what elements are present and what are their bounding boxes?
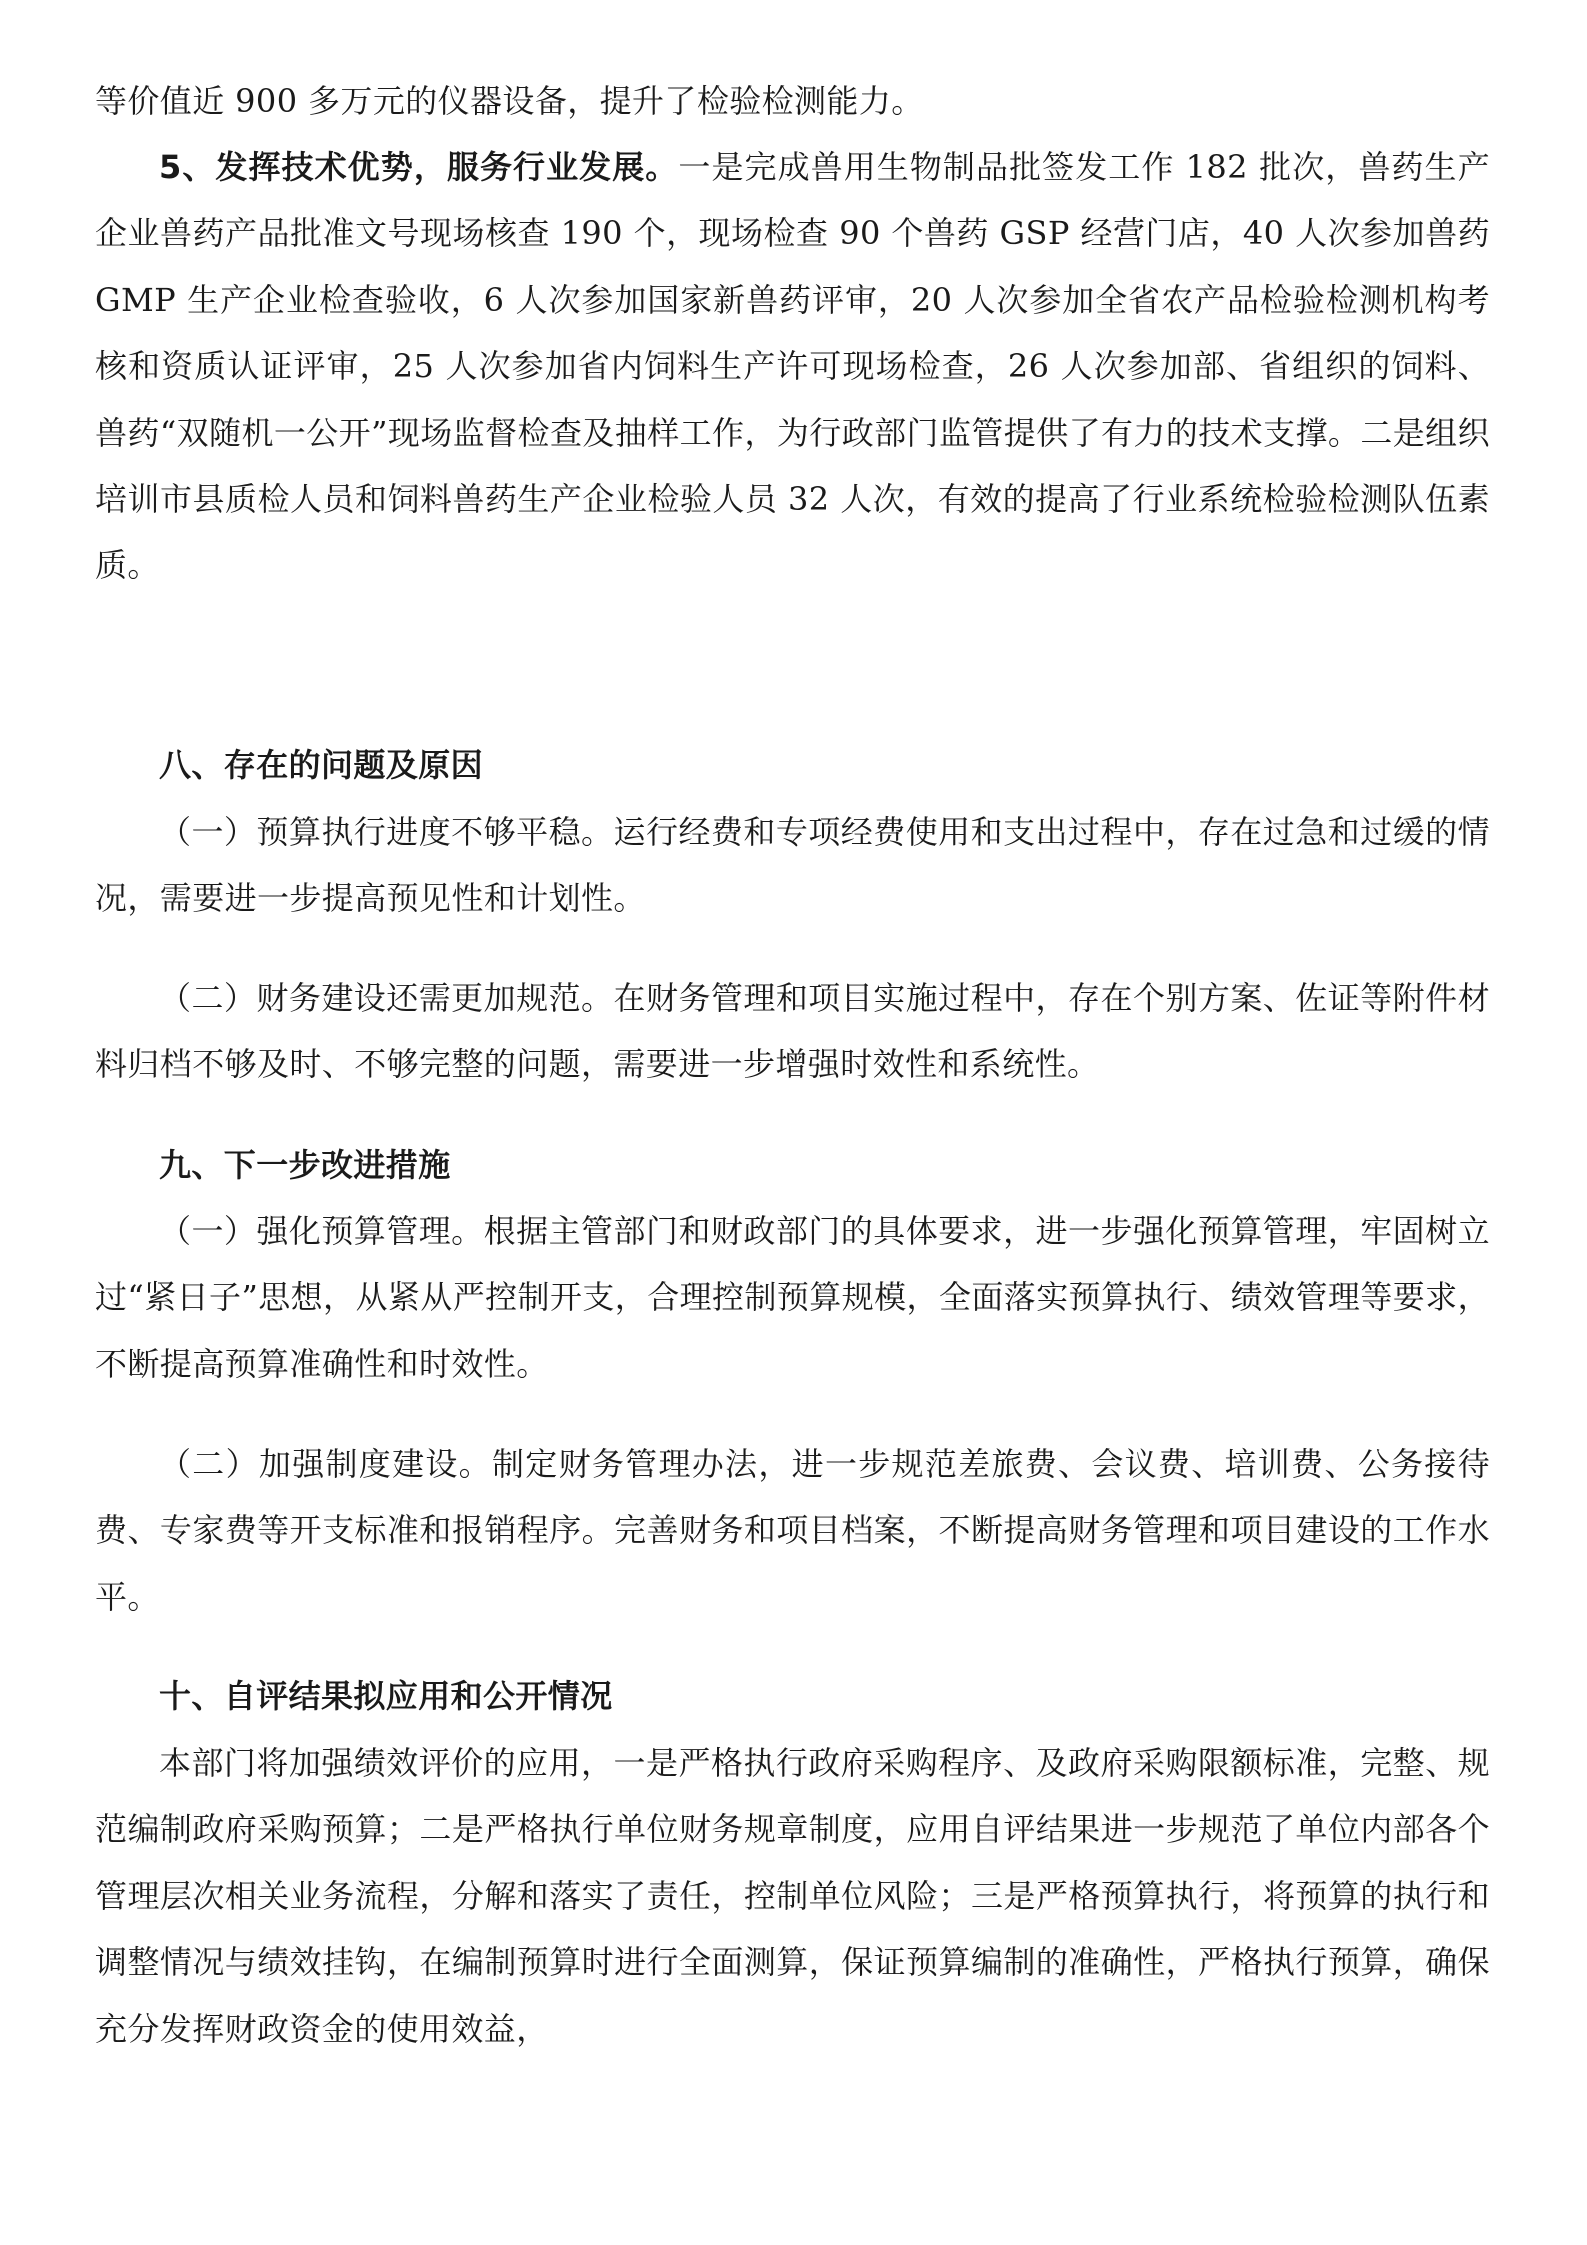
- section-8-paragraph-1: （一）预算执行进度不够平稳。运行经费和专项经费使用和支出过程中，存在过急和过缓的情况，需要进一步提高预见性和计划性。: [95, 813, 1490, 918]
- item-5-body: 一是完成兽用生物制品批签发工作 182 批次，兽药生产企业兽药产品批准文号现场核查 190 个，现场检查 90 个兽药 GSP 经营门店，40 人次参加兽药 GMP 生产企业检查验收，6 人次参加国家新兽药评审，20 人次参加全省农产品检验检测机构考核和资质认证评审，25 人次参加省内饲料生产许可现场检查，26 人次参加部、省组织的饲料、兽药“双随机一公开”现场监督检查及抽样工作，为行政部门监管提供了有力的技术支撑。二是组织培训市县质检人员和饲料兽药生产企业检验人员 32 人次，有效的提高了行业系统检验检测队伍素质。: [95, 148, 1490, 585]
- section-8-heading: 八、存在的问题及原因: [159, 746, 484, 784]
- section-10-paragraph-1: 本部门将加强绩效评价的应用，一是严格执行政府采购程序、及政府采购限额标准，完整、规范编制政府采购预算；二是严格执行单位财务规章制度，应用自评结果进一步规范了单位内部各个管理层次相关业务流程，分解和落实了责任，控制单位风险；三是严格预算执行，将预算的执行和调整情况与绩效挂钩，在编制预算时进行全面测算，保证预算编制的准确性，严格执行预算，确保充分发挥财政资金的使用效益，: [95, 1744, 1490, 2048]
- paragraph-item-5: [95, 134, 1490, 599]
- section-9-paragraph-1: （一）强化预算管理。根据主管部门和财政部门的具体要求，进一步强化预算管理，牢固树立过“紧日子”思想，从紧从严控制开支，合理控制预算规模，全面落实预算执行、绩效管理等要求，不断提高预算准确性和时效性。: [95, 1212, 1490, 1383]
- paragraph-continuation: 等价值近 900 多万元的仪器设备，提升了检验检测能力。: [95, 82, 924, 120]
- section-10-heading: 十、自评结果拟应用和公开情况: [159, 1677, 613, 1715]
- section-9-paragraph-2: （二）加强制度建设。制定财务管理办法，进一步规范差旅费、会议费、培训费、公务接待费、专家费等开支标准和报销程序。完善财务和项目档案，不断提高财务管理和项目建设的工作水平。: [95, 1445, 1490, 1616]
- section-8-paragraph-2: （二）财务建设还需更加规范。在财务管理和项目实施过程中，存在个别方案、佐证等附件材料归档不够及时、不够完整的问题，需要进一步增强时效性和系统性。: [95, 979, 1490, 1084]
- item-5-lead: 5、发挥技术优势，服务行业发展。: [159, 148, 679, 186]
- section-9-heading: 九、下一步改进措施: [159, 1146, 451, 1184]
